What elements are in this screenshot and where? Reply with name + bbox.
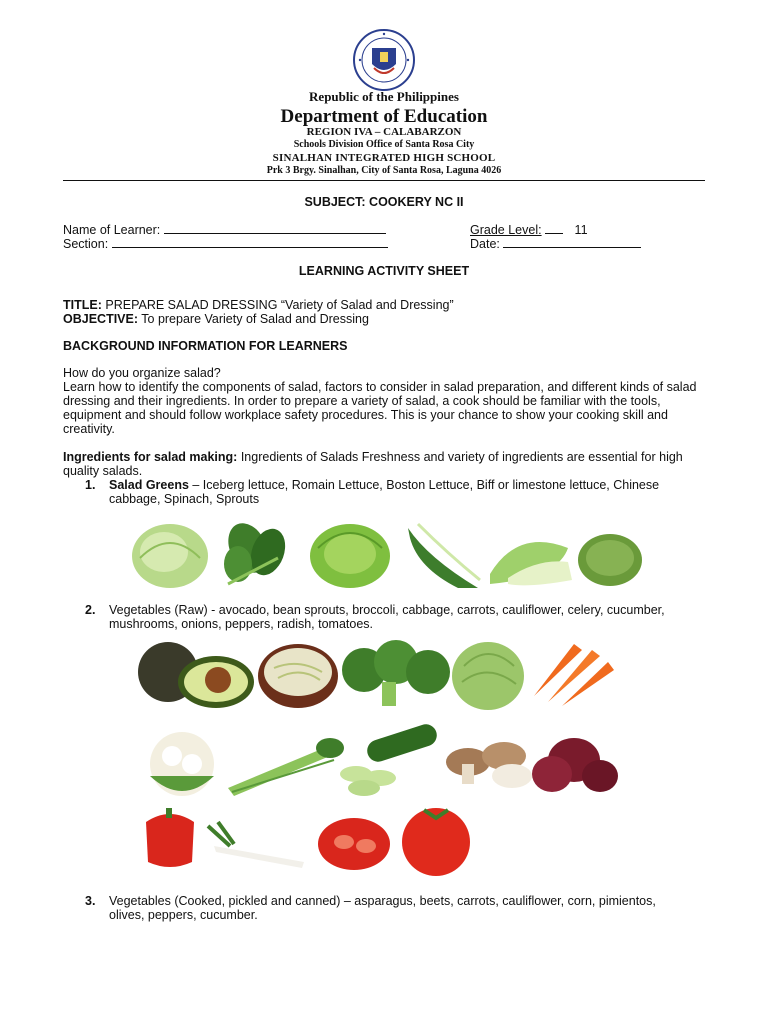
division-line: Schools Division Office of Santa Rosa City [293,139,475,150]
section-blank[interactable] [112,236,388,248]
grade-value: 11 [574,223,588,237]
subject-line: SUBJECT: COOKERY NC II [304,195,464,209]
deped-seal-icon [350,28,418,92]
onions-image [532,738,618,792]
intro-paragraph: Learn how to identify the components of salad, factors to consider in salad preparation, and different kinds of salad dressing and their ingredients. In order to prepare a variety of salad, a cook should be familiar with the tools, equipment and should follow workplace safety procedures. This is your chance to show your cooking skill and creativity. [63,380,697,436]
header-divider [63,180,705,181]
item-2-text: Vegetables (Raw) - avocado, bean sprouts, broccoli, cabbage, carrots, cauliflower, celery, cucumber, mushrooms, onions, peppers, radish, tomatoes. [109,603,665,631]
background-heading: BACKGROUND INFORMATION FOR LEARNERS [63,339,348,353]
cauliflower-image [150,732,214,796]
item-2-number: 2. [85,603,96,617]
tomato-whole-image [402,808,470,876]
section-label: Section: [63,237,109,251]
section-field[interactable] [63,236,388,251]
cabbage-image [452,642,524,710]
tomato-half-image [318,818,390,870]
question-text: How do you organize salad? [63,366,221,380]
name-blank[interactable] [164,222,386,234]
radish-image [208,822,304,868]
item-3-text: Vegetables (Cooked, pickled and canned) – asparagus, beets, carrots, cauliflower, corn, pimientos, olives, peppers, cucumber. [109,894,656,922]
spinach-image [221,518,292,584]
cucumber-image [340,721,440,796]
bell-pepper-image [146,808,194,867]
iceberg-lettuce-image [132,524,208,588]
date-blank[interactable] [503,236,641,248]
item-1-text: Salad Greens – Iceberg lettuce, Romain Lettuce, Boston Lettuce, Biff or limestone lettuce, Chinese cabbage, Spinach, Sprouts [109,478,660,506]
item-3-number: 3. [85,894,96,908]
romaine-lettuce-image [408,524,480,588]
date-label: Date: [470,237,500,251]
republic-line: Republic of the Philippines [309,89,459,104]
chinese-cabbage-image [490,542,572,585]
objective-line: OBJECTIVE: To prepare Variety of Salad and Dressing [63,312,369,326]
school-line: SINALHAN INTEGRATED HIGH SCHOOL [272,152,496,164]
grade-blank[interactable] [545,222,563,234]
mushrooms-image [446,742,532,788]
name-field[interactable] [63,222,386,237]
date-field[interactable] [470,236,641,251]
carrots-image [534,644,614,706]
department-title: Department of Education [280,106,488,127]
celery-image [228,738,344,796]
bean-sprouts-image [258,644,338,708]
broccoli-image [342,640,450,706]
boston-lettuce-image [310,524,390,588]
address-line: Prk 3 Brgy. Sinalhan, City of Santa Rosa, Laguna 4026 [266,165,502,176]
grade-field[interactable] [470,222,588,237]
raw-vegetables-images [134,636,634,876]
avocado-image [138,642,254,708]
item-1-number: 1. [85,478,96,492]
title-line: TITLE: PREPARE SALAD DRESSING “Variety of Salad and Dressing” [63,298,454,312]
name-label: Name of Learner: [63,223,161,237]
region-line: REGION IVA – CALABARZON [306,126,462,138]
sheet-title: LEARNING ACTIVITY SHEET [298,264,470,278]
grade-label: Grade Level: [470,223,542,237]
sprouts-image [578,534,642,586]
ingredients-paragraph: Ingredients for salad making: Ingredients of Salads Freshness and variety of ingredients are essential for high quality salads. [63,450,683,478]
salad-greens-images [128,518,648,590]
